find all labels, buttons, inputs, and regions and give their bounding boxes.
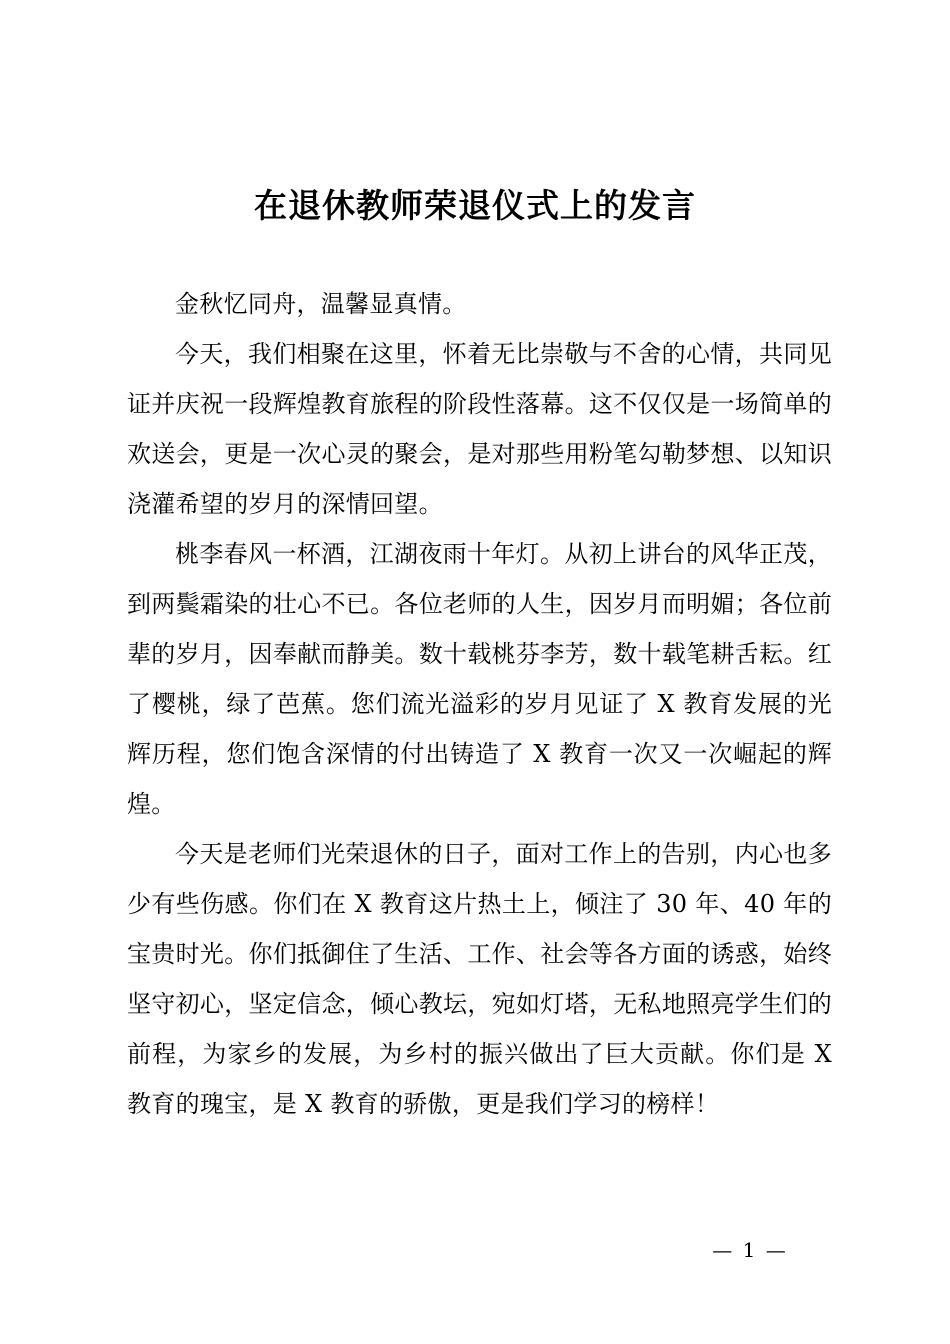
- document-body: [127, 279, 832, 1129]
- paragraph-1: 金秋忆同舟，温馨显真情。: [175, 290, 467, 318]
- document-title: 在退休教师荣退仪式上的发言: [254, 186, 696, 225]
- page-number: — 1 —: [712, 1238, 788, 1262]
- paragraph-4: 今天是老师们光荣退休的日子，面对工作上的告别，内心也多少有些伤感。你们在 X 教育这片热土上，倾注了 30 年、40 年的宝贵时光。你们抵御住了生活、工作、社会等各方面的诱惑，始终坚守初心，坚定信念，倾心教坛，宛如灯塔，无私地照亮学生们的前程，为家乡的发展，为乡村的振兴做出了巨大贡献。你们是 X 教育的瑰宝，是 X 教育的骄傲，更是我们学习的榜样！: [127, 840, 832, 1118]
- paragraph-3: 桃李春风一杯酒，江湖夜雨十年灯。从初上讲台的风华正茂，到两鬓霜染的壮心不已。各位老师的人生，因岁月而明媚；各位前辈的岁月，因奉献而静美。数十载桃芬李芳，数十载笔耕舌耘。红了樱桃，绿了芭蕉。您们流光溢彩的岁月见证了 X 教育发展的光辉历程，您们饱含深情的付出铸造了 X 教育一次又一次崛起的辉煌。: [127, 540, 832, 818]
- paragraph-2: 今天，我们相聚在这里，怀着无比崇敬与不舍的心情，共同见证并庆祝一段辉煌教育旅程的阶段性落幕。这不仅仅是一场简单的欢送会，更是一次心灵的聚会，是对那些用粉笔勾勒梦想、以知识浇灌希望的岁月的深情回望。: [127, 340, 832, 518]
